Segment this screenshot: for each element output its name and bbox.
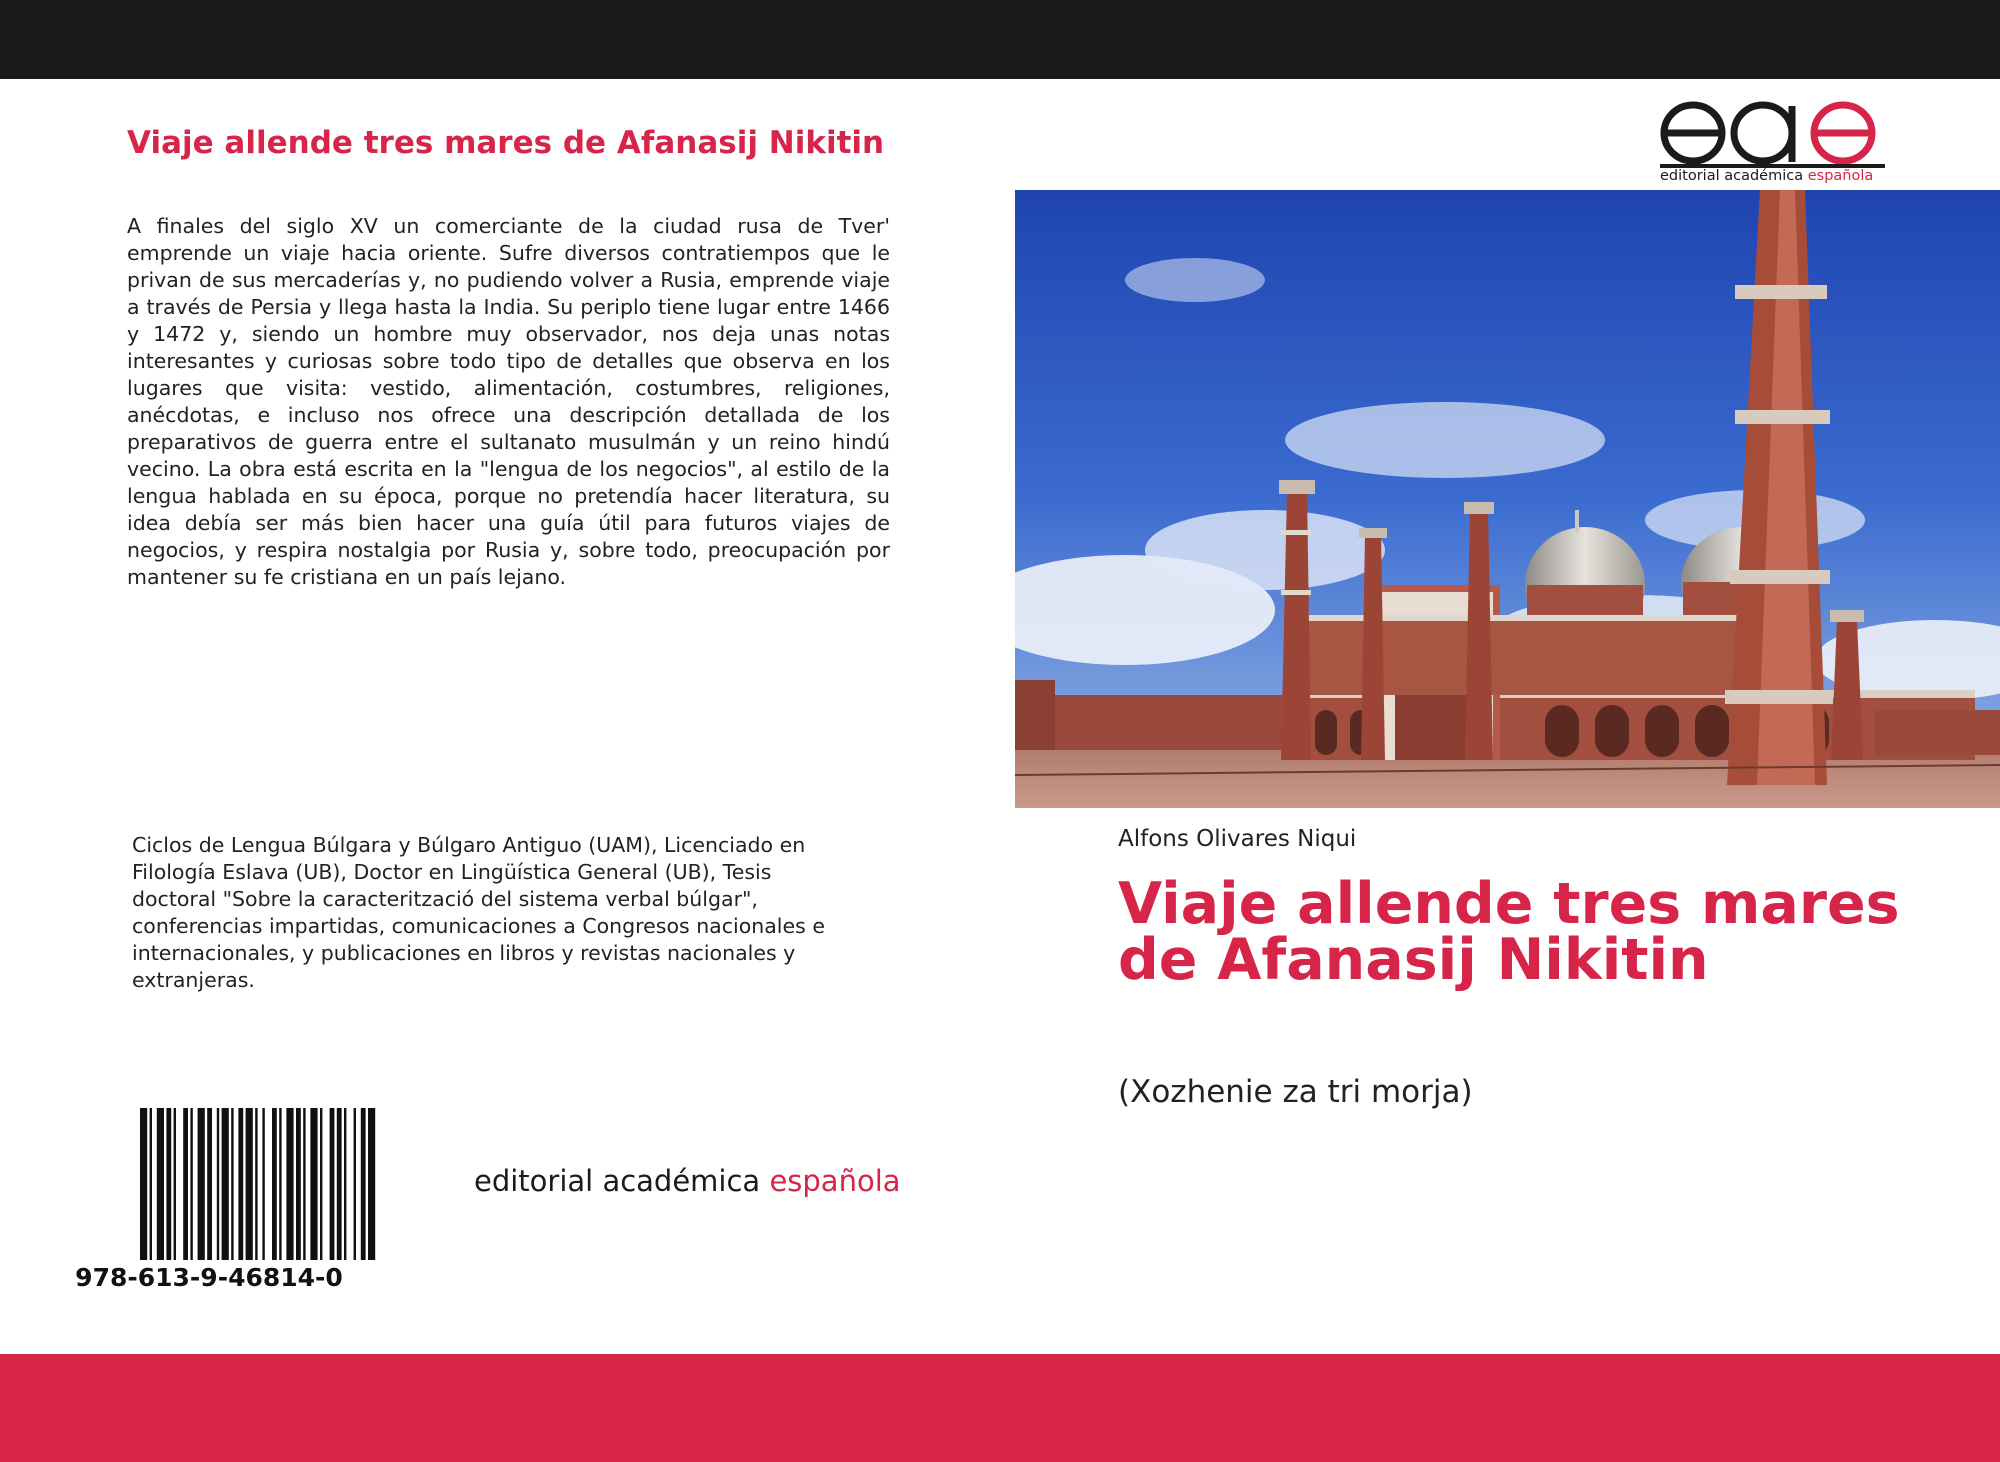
barcode-bar — [354, 1108, 356, 1260]
front-cover-title: Viaje allende tres mares de Afanasij Nikitin — [1118, 871, 1900, 993]
barcode-bar — [255, 1108, 257, 1260]
barcode-bar — [262, 1108, 264, 1260]
barcode-bar — [296, 1108, 301, 1260]
back-cover-title: Viaje allende tres mares de Afanasij Nikitin — [127, 125, 885, 161]
logo-caption — [1660, 168, 1885, 184]
bottom-band — [0, 1354, 2000, 1462]
back-cover-blurb: A finales del siglo XV un comerciante de la ciudad rusa de Tver' emprende un viaje hacia oriente. Sufre diversos contratiempos que le privan de sus mercaderías y, no pudiendo volver a Rusia, emprende viaje a través de Persia y llega hasta la India. Su periplo tiene lugar entre 1466 y 1472 y, siendo un hombre muy observador, nos deja unas notas interesantes y curiosas sobre todo tipo de detalles que observa en los lugares que visita: vestido, alimentación, costumbres, religiones, anécdotas, e incluso nos ofrece una descripción detallada de los preparativos de guerra entre el sultanato musulmán y un reino hindú vecino. La obra está escrita en la "lengua de los negocios", al estilo de la lengua hablada en su época, porque no pretendía hacer literatura, su idea debía ser más bien hacer una guía útil para futuros viajes de negocios, y respira nostalgia por Rusia y, sobre todo, preocupación por mantener su fe cristiana en un país lejano. — [127, 214, 890, 589]
publisher-imprint-accent: española — [769, 1164, 901, 1198]
barcode-bar — [368, 1108, 375, 1260]
barcode-bar — [166, 1108, 171, 1260]
publisher-imprint — [474, 1164, 901, 1198]
logo-caption-main: editorial académica — [1660, 168, 1808, 184]
barcode-bar — [198, 1108, 205, 1260]
barcode-bars — [140, 1108, 420, 1260]
top-band — [0, 0, 2000, 79]
barcode-bar — [303, 1108, 305, 1260]
barcode-bar — [157, 1108, 164, 1260]
isbn-number: 978-613-9-46814-0 — [75, 1263, 343, 1292]
barcode-bar — [231, 1108, 233, 1260]
publisher-imprint-main: editorial académica — [474, 1164, 770, 1198]
barcode-bar — [150, 1108, 152, 1260]
barcode-bar — [310, 1108, 317, 1260]
author-bio: Ciclos de Lengua Búlgara y Búlgaro Antiguo (UAM), Licenciado en Filología Eslava (UB), Doctor en Lingüística General (UB), Tesis doctoral "Sobre la caracterització del sistema verbal búlgar", conferencias impartidas, comunicaciones a Congresos nacionales e internacionales, y publicaciones en libros y revistas nacionales y extranjeras. — [132, 833, 825, 992]
barcode-bar — [190, 1108, 192, 1260]
barcode-bar — [174, 1108, 176, 1260]
mosque-photo — [1015, 190, 2000, 808]
barcode-bar — [238, 1108, 243, 1260]
barcode-bar — [344, 1108, 346, 1260]
barcode-bar — [246, 1108, 253, 1260]
barcode-bar — [320, 1108, 322, 1260]
barcode-bar — [217, 1108, 219, 1260]
barcode-bar — [279, 1108, 281, 1260]
barcode-bar — [183, 1108, 188, 1260]
barcode-bar — [207, 1108, 212, 1260]
barcode-bar — [286, 1108, 293, 1260]
front-cover-subtitle: (Xozhenie za tri morja) — [1118, 1074, 1473, 1110]
front-author: Alfons Olivares Niqui — [1118, 826, 1357, 852]
logo-caption-accent: española — [1807, 168, 1874, 184]
barcode-bar — [337, 1108, 342, 1260]
barcode-bar — [330, 1108, 335, 1260]
barcode-bar — [140, 1108, 147, 1260]
barcode-bar — [361, 1108, 366, 1260]
barcode-bar — [272, 1108, 277, 1260]
barcode-bar — [222, 1108, 229, 1260]
